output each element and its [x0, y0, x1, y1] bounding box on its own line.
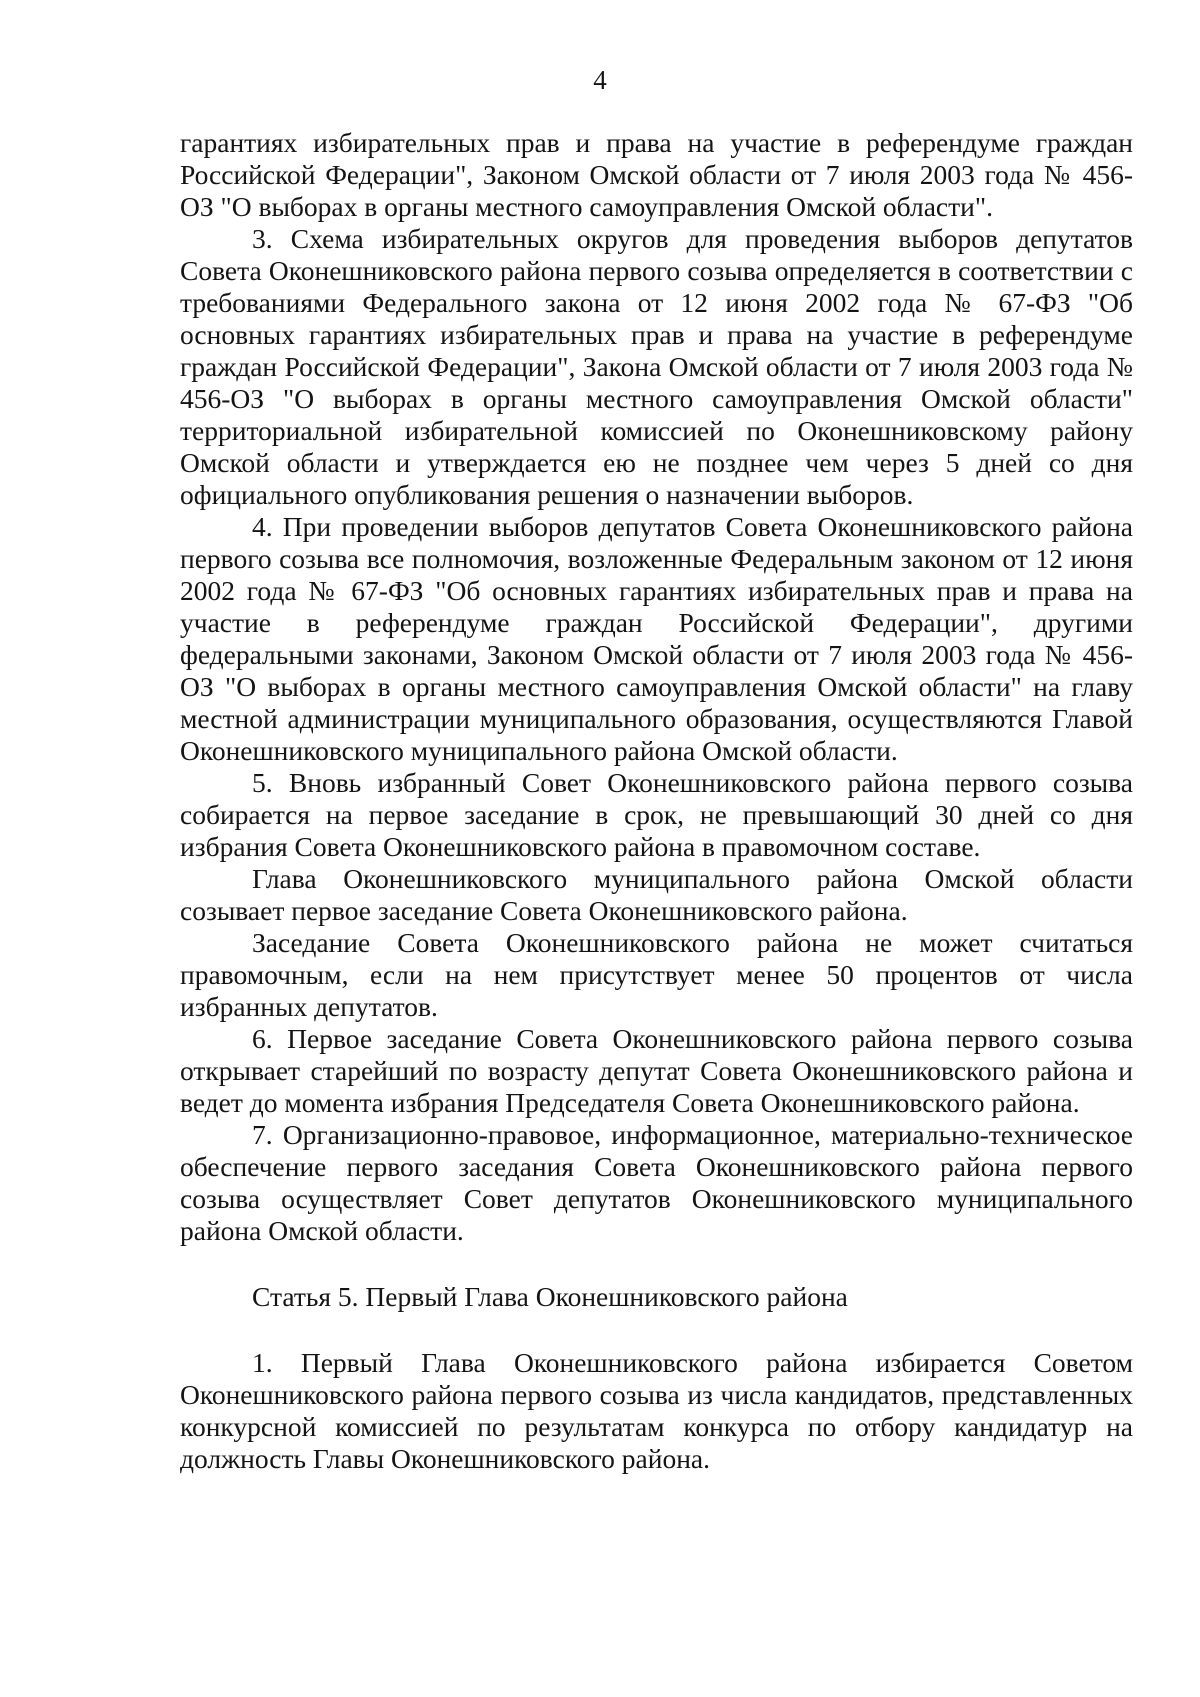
- paragraph-item-5-sub-1: Глава Оконешниковского муниципального района Омской области созывает первое заседание Совета Оконешниковского района.: [180, 863, 1133, 926]
- paragraph-item-5-sub-2: Заседание Совета Оконешниковского района не может считаться правомочным, если на нем присутствует менее 50 процентов от числа избранных депутатов.: [180, 927, 1133, 1022]
- paragraph-item-5: 5. Вновь избранный Совет Оконешниковского района первого созыва собирается на первое заседание в срок, не превышающий 30 дней со дня избрания Совета Оконешниковского района в правомочном составе.: [180, 767, 1133, 862]
- paragraph-continuation: гарантиях избирательных прав и права на участие в референдуме граждан Российской Федерации", Законом Омской области от 7 июля 2003 года № 456-ОЗ "О выборах в органы местного самоуправления Омской области".: [180, 127, 1133, 222]
- paragraph-item-4: 4. При проведении выборов депутатов Совета Оконешниковского района первого созыва все полномочия, возложенные Федеральным законом от 12 июня 2002 года № 67-ФЗ "Об основных гарантиях избирательных прав и права на участие в референдуме граждан Российской Федерации", другими федеральными законами, Законом Омской области от 7 июля 2003 года № 456-ОЗ "О выборах в органы местного самоуправления Омской области" на главу местной администрации муниципального образования, осуществляются Главой Оконешниковского муниципального района Омской области.: [180, 511, 1133, 766]
- article-heading: Статья 5. Первый Глава Оконешниковского района: [252, 1281, 848, 1312]
- page-number: 4: [593, 65, 607, 95]
- article-paragraph-1: 1. Первый Глава Оконешниковского района избирается Советом Оконешниковского района первого созыва из числа кандидатов, представленных конкурсной комиссией по результатам конкурса по отбору кандидатур на должность Главы Оконешниковского района.: [180, 1347, 1133, 1474]
- paragraph-item-6: 6. Первое заседание Совета Оконешниковского района первого созыва открывает старейший по возрасту депутат Совета Оконешниковского района и ведет до момента избрания Председателя Совета Оконешниковского района.: [180, 1023, 1133, 1118]
- paragraph-item-3: 3. Схема избирательных округов для проведения выборов депутатов Совета Оконешниковского района первого созыва определяется в соответствии с требованиями Федерального закона от 12 июня 2002 года № 67-ФЗ "Об основных гарантиях избирательных прав и права на участие в референдуме граждан Российской Федерации", Закона Омской области от 7 июля 2003 года № 456-ОЗ "О выборах в органы местного самоуправления Омской области" территориальной избирательной комиссией по Оконешниковскому району Омской области и утверждается ею не позднее чем через 5 дней со дня официального опубликования решения о назначении выборов.: [180, 223, 1133, 510]
- paragraph-item-7: 7. Организационно-правовое, информационное, материально-техническое обеспечение первого заседания Совета Оконешниковского района первого созыва осуществляет Совет депутатов Оконешниковского муниципального района Омской области.: [180, 1119, 1133, 1246]
- document-body: [180, 127, 1133, 1475]
